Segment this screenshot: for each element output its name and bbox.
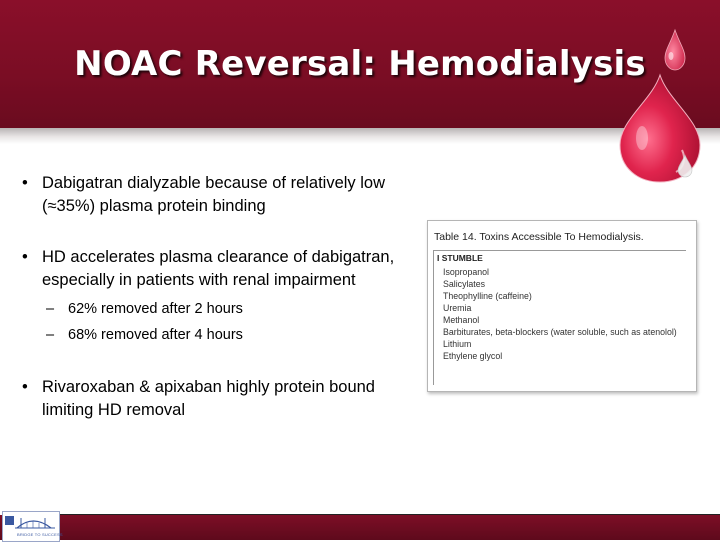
sub-bullet-text: 62% removed after 2 hours	[68, 301, 243, 317]
toxin-item: Methanol	[443, 315, 480, 325]
sub-bullet-marker: –	[46, 327, 55, 343]
blood-drops-graphic	[600, 20, 720, 195]
bullet-marker: •	[22, 378, 28, 396]
toxin-item: Theophylline (caffeine)	[443, 291, 532, 301]
sub-bullet-item	[42, 296, 422, 322]
bridge-logo	[2, 511, 63, 542]
sub-bullet-list	[42, 296, 422, 348]
small-drop-icon	[665, 30, 685, 70]
table-mnemonic-header: I STUMBLE	[437, 253, 483, 263]
toxin-list	[443, 266, 677, 362]
bullet-item	[22, 172, 422, 218]
logo-text: BRIDGE TO SUCCESS	[17, 532, 63, 537]
toxin-item: Ethylene glycol	[443, 351, 503, 361]
toxin-item: Lithium	[443, 339, 472, 349]
toxin-item: Isopropanol	[443, 267, 489, 277]
bullet-text: Rivaroxaban & apixaban highly protein bound limiting HD removal	[42, 378, 375, 419]
toxin-item: Salicylates	[443, 279, 486, 289]
bullet-list	[22, 172, 422, 450]
bullet-item	[22, 246, 422, 348]
bullet-text: HD accelerates plasma clearance of dabigatran, especially in patients with renal impairment	[42, 248, 395, 289]
toxin-item: Barbiturates, beta-blockers (water soluble, such as atenolol)	[443, 327, 677, 337]
footer-bar	[0, 515, 720, 540]
sub-bullet-item	[42, 322, 422, 348]
bullet-marker: •	[22, 174, 28, 192]
toxins-table-image	[427, 220, 697, 392]
bullet-text: Dabigatran dialyzable because of relatively low (≈35%) plasma protein binding	[42, 174, 386, 215]
table-body	[433, 250, 686, 385]
sub-bullet-marker: –	[46, 301, 55, 317]
toxin-item: Uremia	[443, 303, 472, 313]
bullet-marker: •	[22, 248, 28, 266]
table-caption: Table 14. Toxins Accessible To Hemodialysis.	[434, 231, 644, 243]
slide-title: NOAC Reversal: Hemodialysis	[74, 44, 646, 84]
bridge-icon	[3, 512, 59, 534]
sub-bullet-text: 68% removed after 4 hours	[68, 327, 243, 343]
bullet-item	[22, 376, 422, 422]
